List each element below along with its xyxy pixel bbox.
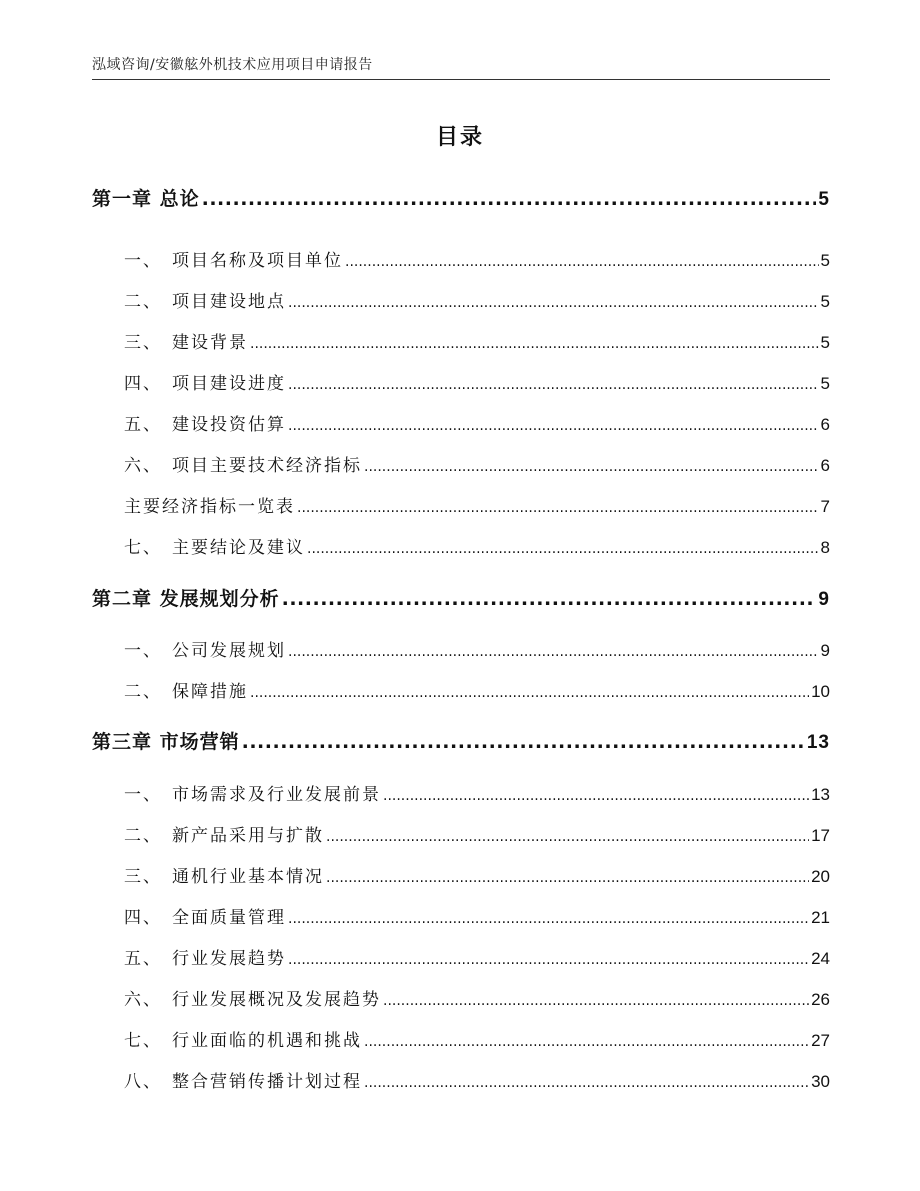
toc-section-number: 七、	[124, 1031, 162, 1051]
toc-section-entry[interactable]	[92, 328, 830, 353]
toc-leader-dots	[288, 418, 819, 434]
toc-section-number: 一、	[124, 785, 162, 805]
toc-section-entry[interactable]	[92, 821, 830, 846]
toc-leader-dots	[345, 254, 819, 270]
toc-page-number: 6	[820, 415, 830, 434]
toc-section-entry[interactable]	[92, 1026, 830, 1051]
toc-chapter-label: 第二章 发展规划分析	[92, 588, 280, 610]
toc-section-number: 二、	[124, 292, 162, 312]
toc-section-number: 六、	[124, 456, 162, 476]
toc-section-label: 保障措施	[172, 682, 248, 702]
toc-section-label: 新产品采用与扩散	[172, 826, 324, 846]
toc-section-entry[interactable]	[92, 451, 830, 476]
toc-page-number: 8	[820, 538, 830, 557]
toc-section-label: 项目建设地点	[172, 292, 286, 312]
toc-page-number: 13	[811, 785, 830, 804]
toc-page-number: 13	[806, 732, 830, 753]
toc-page-number: 17	[811, 826, 830, 845]
toc-section-number: 一、	[124, 251, 162, 271]
toc-subsection-label: 主要经济指标一览表	[124, 497, 295, 517]
toc-section-label: 市场需求及行业发展前景	[172, 785, 381, 805]
toc-section-label: 主要结论及建议	[172, 538, 305, 558]
toc-page-number: 27	[811, 1031, 830, 1050]
toc-leader-dots	[364, 1075, 809, 1091]
toc-section-label: 公司发展规划	[172, 641, 286, 661]
toc-leader-dots	[383, 993, 809, 1009]
toc-page-number: 5	[820, 292, 830, 311]
toc-page-number: 21	[811, 908, 830, 927]
toc-section-number: 六、	[124, 990, 162, 1010]
table-of-contents	[92, 0, 830, 1191]
toc-section-label: 通机行业基本情况	[172, 867, 324, 887]
toc-chapter-entry[interactable]	[92, 584, 830, 611]
toc-section-entry[interactable]	[92, 903, 830, 928]
toc-leader-dots	[288, 911, 809, 927]
toc-page-number: 30	[811, 1072, 830, 1091]
toc-page-number: 9	[818, 589, 830, 610]
toc-leader-dots	[383, 788, 809, 804]
toc-section-entry[interactable]	[92, 1067, 830, 1092]
toc-leader-dots	[288, 377, 819, 393]
toc-section-entry[interactable]	[92, 780, 830, 805]
toc-page-number: 20	[811, 867, 830, 886]
toc-page-number: 5	[818, 189, 830, 210]
toc-page-number: 9	[820, 641, 830, 660]
toc-page-number: 26	[811, 990, 830, 1009]
toc-section-number: 五、	[124, 415, 162, 435]
toc-section-number: 七、	[124, 538, 162, 558]
toc-section-entry[interactable]	[92, 369, 830, 394]
toc-page-number: 6	[820, 456, 830, 475]
toc-section-label: 行业面临的机遇和挑战	[172, 1031, 362, 1051]
toc-section-entry[interactable]	[92, 533, 830, 558]
toc-page-number: 5	[820, 333, 830, 352]
toc-section-number: 五、	[124, 949, 162, 969]
toc-section-label: 项目名称及项目单位	[172, 251, 343, 271]
toc-leader-dots	[288, 644, 819, 660]
toc-page-number: 7	[820, 497, 830, 516]
toc-subsection-entry[interactable]	[92, 492, 830, 517]
toc-leader-dots	[297, 500, 819, 516]
toc-section-entry[interactable]	[92, 677, 830, 702]
toc-section-number: 四、	[124, 374, 162, 394]
toc-leader-dots	[326, 870, 809, 886]
toc-chapter-label: 第三章 市场营销	[92, 731, 240, 753]
toc-section-number: 三、	[124, 867, 162, 887]
toc-leader-dots	[282, 588, 817, 610]
toc-leader-dots	[242, 731, 805, 753]
toc-section-entry[interactable]	[92, 944, 830, 969]
toc-section-label: 项目建设进度	[172, 374, 286, 394]
toc-section-entry[interactable]	[92, 246, 830, 271]
toc-section-entry[interactable]	[92, 862, 830, 887]
toc-section-label: 整合营销传播计划过程	[172, 1072, 362, 1092]
toc-section-number: 八、	[124, 1072, 162, 1092]
toc-leader-dots	[364, 459, 819, 475]
toc-leader-dots	[288, 952, 809, 968]
running-header: 泓域咨询/安徽舷外机技术应用项目申请报告	[92, 57, 373, 73]
toc-section-entry[interactable]	[92, 410, 830, 435]
toc-section-number: 三、	[124, 333, 162, 353]
toc-leader-dots	[326, 829, 809, 845]
toc-section-label: 项目主要技术经济指标	[172, 456, 362, 476]
toc-page-number: 24	[811, 949, 830, 968]
toc-section-number: 四、	[124, 908, 162, 928]
toc-leader-dots	[364, 1034, 809, 1050]
toc-section-number: 一、	[124, 641, 162, 661]
toc-section-entry[interactable]	[92, 985, 830, 1010]
toc-section-label: 行业发展概况及发展趋势	[172, 990, 381, 1010]
toc-section-label: 建设背景	[172, 333, 248, 353]
toc-page-number: 5	[820, 374, 830, 393]
toc-section-label: 全面质量管理	[172, 908, 286, 928]
toc-leader-dots	[307, 541, 819, 557]
toc-section-entry[interactable]	[92, 287, 830, 312]
toc-leader-dots	[288, 295, 819, 311]
toc-section-number: 二、	[124, 826, 162, 846]
toc-title: 目录	[435, 125, 484, 150]
toc-page-number: 5	[820, 251, 830, 270]
toc-chapter-entry[interactable]	[92, 727, 830, 754]
toc-section-label: 行业发展趋势	[172, 949, 286, 969]
toc-section-number: 二、	[124, 682, 162, 702]
toc-leader-dots	[202, 188, 817, 210]
toc-chapter-label: 第一章 总论	[92, 188, 200, 210]
toc-section-label: 建设投资估算	[172, 415, 286, 435]
toc-leader-dots	[250, 685, 809, 701]
toc-section-entry[interactable]	[92, 636, 830, 661]
toc-page-number: 10	[811, 682, 830, 701]
toc-leader-dots	[250, 336, 819, 352]
toc-chapter-entry[interactable]	[92, 184, 830, 211]
